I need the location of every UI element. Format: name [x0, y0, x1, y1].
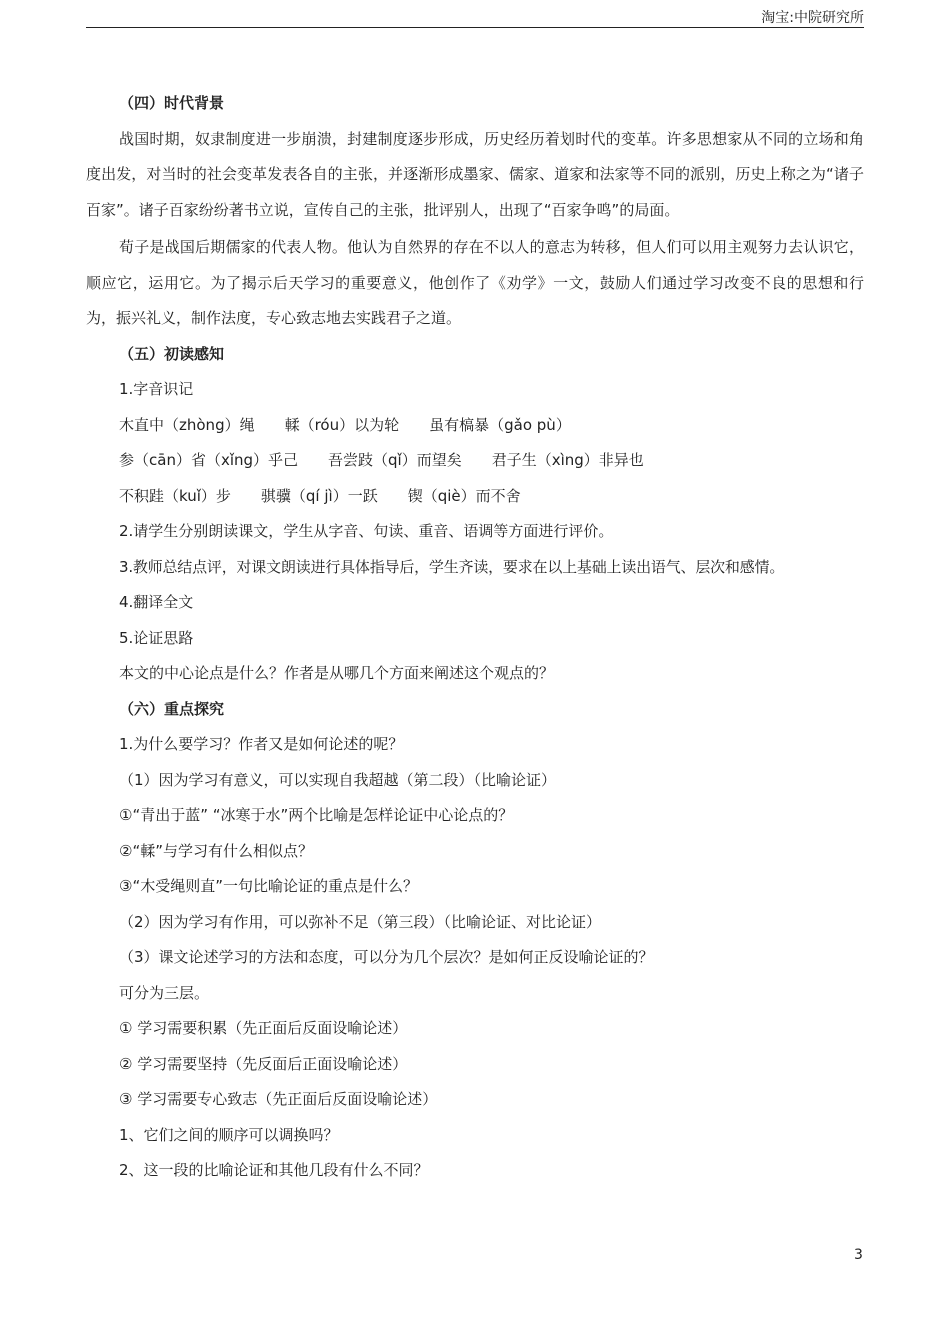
list-item: （3）课文论述学习的方法和态度，可以分为几个层次？是如何正反设喻论证的？	[119, 948, 654, 966]
section-heading-5: （五）初读感知	[119, 344, 225, 363]
pronunciation-item: 吾尝跂（qǐ）而望矣	[328, 451, 462, 469]
pronunciation-item: 輮（róu）以为轮	[284, 415, 400, 434]
section-heading-6: （六）重点探究	[119, 699, 225, 718]
list-item: ②“輮”与学习有什么相似点？	[119, 841, 313, 860]
list-item: ①“青出于蓝” “冰寒于水”两个比喻是怎样论证中心论点的？	[119, 806, 514, 824]
list-item: 1.为什么要学习？作者又是如何论述的呢？	[119, 735, 404, 753]
list-item: ③“木受绳则直”一句比喻论证的重点是什么？	[119, 877, 418, 895]
list-item: 5.论证思路	[119, 628, 194, 647]
list-item: （2）因为学习有作用，可以弥补不足（第三段）（比喻论证、对比论证）	[119, 912, 602, 931]
list-item: 1、它们之间的顺序可以调换吗？	[119, 1125, 339, 1144]
pronunciation-item: 不积跬（kuǐ）步	[119, 486, 231, 505]
document-body	[86, 86, 864, 1189]
section-heading-4: （四）时代背景	[119, 94, 225, 112]
list-item: ③ 学习需要专心致志（先正面后反面设喻论述）	[119, 1090, 438, 1108]
paragraph-background-2: 荀子是战国后期儒家的代表人物。他认为自然界的存在不以人的意志为转移，但人们可以用主观努力去认识它，顺应它，运用它。为了揭示后天学习的重要意义，他创作了《劝学》一文，鼓励人们通过学习改变不良的思想和行为，振兴礼义，制作法度，专心致志地去实践君子之道。	[86, 238, 864, 327]
question-text: 本文的中心论点是什么？作者是从哪几个方面来阐述这个观点的？	[119, 664, 555, 682]
list-item: ② 学习需要坚持（先反面后正面设喻论述）	[119, 1054, 408, 1073]
pronunciation-item: 参（cān）省（xǐng）乎己	[119, 451, 299, 469]
pronunciation-item: 锲（qiè）而不舍	[407, 486, 521, 505]
pronunciation-item: 虽有槁暴（gǎo pù）	[429, 415, 571, 434]
list-item: 可分为三层。	[119, 983, 210, 1002]
pronunciation-row-2	[86, 443, 864, 479]
pronunciation-item: 君子生（xìng）非异也	[491, 451, 644, 469]
paragraph-background-1: 战国时期，奴隶制度进一步崩溃，封建制度逐步形成，历史经历着划时代的变革。许多思想家从不同的立场和角度出发，对当时的社会变革发表各自的主张，并逐渐形成墨家、儒家、道家和法家等不同的派别，历史上称之为“诸子百家”。诸子百家纷纷著书立说，宣传自己的主张，批评别人，出现了“百家争鸣”的局面。	[86, 129, 864, 219]
page-header	[86, 0, 864, 28]
page-number: 3	[854, 1247, 863, 1263]
list-item: 2.请学生分别朗读课文，学生从字音、句读、重音、语调等方面进行评价。	[119, 522, 614, 540]
pronunciation-row-1	[86, 408, 864, 444]
pronunciation-item: 骐骥（qí jì）一跃	[260, 486, 378, 505]
header-text: 淘宝:中院研究所	[761, 10, 864, 26]
list-item: ① 学习需要积累（先正面后反面设喻论述）	[119, 1019, 408, 1037]
list-item: 1.字音识记	[119, 380, 194, 398]
pronunciation-item: 木直中（zhòng）绳	[119, 415, 255, 434]
list-item: 3.教师总结点评，对课文朗读进行具体指导后，学生齐读，要求在以上基础上读出语气、层次和感情。	[119, 557, 785, 576]
list-item: 2、这一段的比喻论证和其他几段有什么不同？	[119, 1161, 429, 1179]
pronunciation-row-3	[86, 479, 864, 515]
list-item: （1）因为学习有意义，可以实现自我超越（第二段）（比喻论证）	[119, 770, 557, 789]
list-item: 4.翻译全文	[119, 593, 194, 611]
